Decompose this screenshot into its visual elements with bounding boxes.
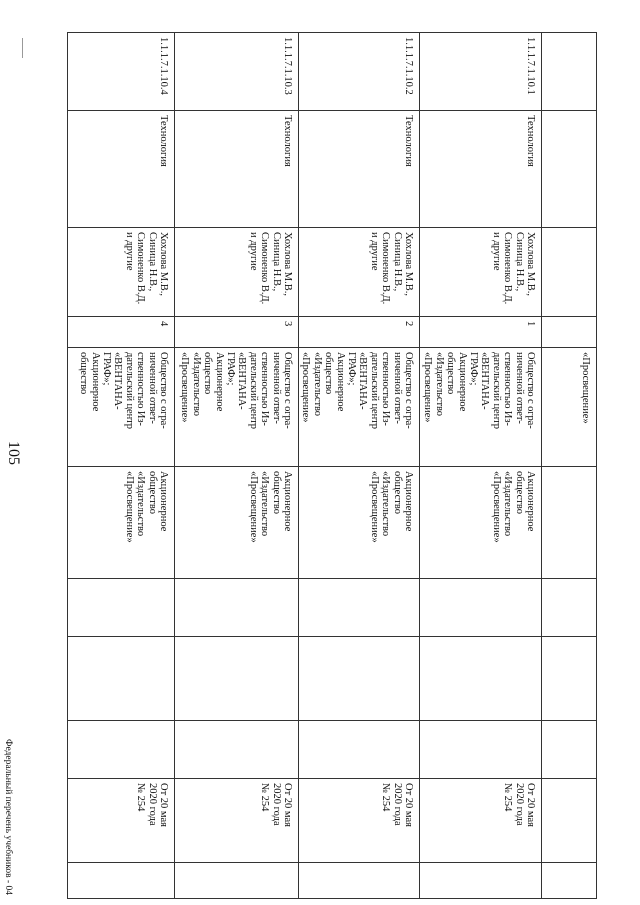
cell-text-line: ственностью Из- (380, 352, 392, 426)
cell-text-line: № 254 (135, 783, 147, 812)
cell-text-line: и другие (247, 232, 259, 271)
cell-text-line: Акционерное (403, 471, 414, 532)
cell-text-line: Акционерное (213, 352, 225, 412)
cell-text-line: Хохлова М.В., (525, 232, 536, 296)
table-cell-empty-d (298, 863, 419, 899)
cell-text-line: «Издательство (135, 471, 147, 537)
cell-text-line: Акционерное (334, 352, 346, 412)
cell-text-line: «Просвещение» (123, 471, 135, 543)
table-cell-subject (67, 111, 174, 228)
cell-text-line: № 254 (380, 783, 392, 812)
table-cell-owner (298, 467, 419, 579)
cell-text-line: Акционерное (456, 352, 468, 412)
table-cell-empty-d (67, 863, 174, 899)
table-cell-empty-d (419, 863, 541, 899)
cell-text-line: общество (391, 471, 403, 514)
cell-text-line: 2020 года (391, 783, 403, 826)
cell-text-line: От 20 мая (525, 783, 536, 827)
table-cell-grade (174, 317, 298, 348)
cell-text-line: Акционерное (282, 471, 293, 532)
cell-text-line: «Издательство (311, 352, 323, 416)
cell-text-line: Хохлова М.В., (158, 232, 169, 296)
cell-text-line: «Издательство (259, 471, 271, 537)
table-cell-empty-b (174, 637, 298, 721)
cell-text-line: общество (323, 352, 335, 395)
cell-text: Технология (282, 115, 293, 167)
table-cell-publisher (298, 348, 419, 467)
table-cell-grade (67, 317, 174, 348)
table-cell-empty-a (174, 579, 298, 637)
table-cell-owner (419, 467, 541, 579)
cell-text-line: «Просвещение» (368, 471, 380, 543)
header-cell-empty-b (541, 637, 597, 721)
cell-text: 4 (158, 321, 169, 327)
scan-crop-mark (22, 38, 23, 58)
table-cell-authors (298, 228, 419, 317)
cell-text-line: ГРАФ»; (224, 352, 236, 386)
table-cell-owner (67, 467, 174, 579)
table-cell-order (419, 779, 541, 863)
cell-text-line: ГРАФ»; (467, 352, 479, 386)
header-cell-empty-d (541, 863, 597, 899)
cell-text-line: Симоненко В.Д. (380, 232, 392, 305)
header-cell-publisher (541, 348, 597, 467)
cell-text-line: дательский центр (490, 352, 502, 429)
table-cell-publisher (174, 348, 298, 467)
cell-text-line: «Издательство (433, 352, 445, 416)
header-cell-empty-c (541, 721, 597, 779)
header-cell-authors (541, 228, 597, 317)
cell-text-line: «Издательство (190, 352, 202, 416)
cell-text-line: ГРАФ»; (100, 352, 112, 386)
cell-text-line: Акционерное (89, 352, 101, 412)
cell-text-line: Симоненко В.Д. (259, 232, 271, 305)
cell-text: 1 (525, 321, 536, 327)
table-cell-order (67, 779, 174, 863)
table-cell-code (298, 32, 419, 111)
table-cell-owner (174, 467, 298, 579)
cell-text-line: Акционерное (158, 471, 169, 532)
cell-text-line: Синица Н.В., (391, 232, 403, 292)
table-cell-empty-c (298, 721, 419, 779)
cell-text-line: общество (445, 352, 457, 395)
table-cell-authors (67, 228, 174, 317)
rotated-table-grid (67, 32, 597, 899)
cell-text-line: «ВЕНТАНА- (357, 352, 369, 410)
table-cell-empty-c (419, 721, 541, 779)
cell-text: Технология (158, 115, 169, 167)
table-cell-empty-c (174, 721, 298, 779)
cell-text-line: общество (78, 352, 90, 395)
table-cell-grade (419, 317, 541, 348)
cell-text-line: Акционерное (525, 471, 536, 532)
table-cell-empty-b (67, 637, 174, 721)
table-cell-subject (419, 111, 541, 228)
cell-text-line: ниченной ответ- (391, 352, 403, 424)
cell-text-line: общество (146, 471, 158, 514)
cell-text-line: и другие (490, 232, 502, 271)
page-footer (0, 560, 24, 895)
cell-text-line: Общество с огра- (282, 352, 293, 429)
table-cell-grade (298, 317, 419, 348)
cell-text-line: «ВЕНТАНА- (479, 352, 491, 410)
table-cell-empty-b (298, 637, 419, 721)
cell-text: Технология (525, 115, 536, 167)
cell-text-line: дательский центр (247, 352, 259, 429)
header-cell-owner (541, 467, 597, 579)
table-cell-empty-b (419, 637, 541, 721)
cell-text-line: и другие (123, 232, 135, 271)
table-cell-empty-a (67, 579, 174, 637)
cell-text-line: ГРАФ»; (345, 352, 357, 386)
cell-text-line: дательский центр (368, 352, 380, 429)
cell-text-line: ственностью Из- (502, 352, 514, 426)
cell-text-line: Хохлова М.В., (403, 232, 414, 296)
table-cell-publisher (419, 348, 541, 467)
cell-text-line: От 20 мая (403, 783, 414, 827)
cell-text-line: Общество с огра- (403, 352, 414, 429)
cell-text-line: ниченной ответ- (146, 352, 158, 424)
cell-text-line: № 254 (259, 783, 271, 812)
cell-text-line: 2020 года (513, 783, 525, 826)
cell-text-line: Хохлова М.В., (282, 232, 293, 296)
cell-text-line: и другие (368, 232, 380, 271)
cell-text-line: Симоненко В.Д. (135, 232, 147, 305)
table-cell-code (67, 32, 174, 111)
table-cell-empty-c (67, 721, 174, 779)
cell-text-line: ниченной ответ- (513, 352, 525, 424)
cell-text: 1.1.1.7.1.10.4 (158, 37, 169, 95)
header-cell-grade (541, 317, 597, 348)
table-cell-order (174, 779, 298, 863)
cell-text-line: общество (270, 471, 282, 514)
cell-text-line: общество (513, 471, 525, 514)
cell-text-line: общество (202, 352, 214, 395)
cell-text-line: ственностью Из- (259, 352, 271, 426)
cell-text-line: Общество с огра- (525, 352, 536, 429)
table-cell-order (298, 779, 419, 863)
header-cell-subject (541, 111, 597, 228)
header-cell-empty-a (541, 579, 597, 637)
textbook-list-table (67, 32, 597, 899)
cell-text: Технология (403, 115, 414, 167)
cell-text-line: «Издательство (502, 471, 514, 537)
cell-text-line: «Просвещение» (422, 352, 434, 423)
cell-text-line: «Просвещение» (580, 352, 591, 424)
header-cell-code (541, 32, 597, 111)
table-cell-empty-d (174, 863, 298, 899)
cell-text-line: «Издательство (380, 471, 392, 537)
cell-text-line: ниченной ответ- (270, 352, 282, 424)
cell-text: 1.1.1.7.1.10.1 (525, 37, 536, 95)
cell-text-line: Синица Н.В., (270, 232, 282, 292)
cell-text-line: От 20 мая (282, 783, 293, 827)
cell-text-line: Общество с огра- (158, 352, 169, 429)
header-cell-order (541, 779, 597, 863)
cell-text-line: ственностью Из- (135, 352, 147, 426)
cell-text: 1.1.1.7.1.10.2 (403, 37, 414, 95)
table-cell-code (419, 32, 541, 111)
footer-text: Федеральный перечень учебников - 04 (3, 738, 13, 895)
cell-text: 1.1.1.7.1.10.3 (282, 37, 293, 95)
cell-text-line: дательский центр (123, 352, 135, 429)
cell-text-line: «Просвещение» (179, 352, 191, 423)
table-cell-subject (298, 111, 419, 228)
cell-text-line: «Просвещение» (247, 471, 259, 543)
table-cell-publisher (67, 348, 174, 467)
cell-text-line: 2020 года (270, 783, 282, 826)
cell-text-line: № 254 (502, 783, 514, 812)
cell-text-line: «Просвещение» (300, 352, 312, 423)
cell-text-line: «ВЕНТАНА- (112, 352, 124, 410)
table-cell-authors (174, 228, 298, 317)
cell-text: 2 (403, 321, 414, 327)
table-cell-empty-a (298, 579, 419, 637)
cell-text-line: От 20 мая (158, 783, 169, 827)
table-cell-subject (174, 111, 298, 228)
cell-text-line: Синица Н.В., (513, 232, 525, 292)
cell-text-line: Симоненко В.Д. (502, 232, 514, 305)
page-number: 105 (5, 441, 22, 465)
cell-text: 3 (282, 321, 293, 327)
table-cell-empty-a (419, 579, 541, 637)
table-cell-code (174, 32, 298, 111)
cell-text-line: «Просвещение» (490, 471, 502, 543)
table-cell-authors (419, 228, 541, 317)
cell-text-line: 2020 года (146, 783, 158, 826)
cell-text-line: «ВЕНТАНА- (236, 352, 248, 410)
cell-text-line: Синица Н.В., (146, 232, 158, 292)
